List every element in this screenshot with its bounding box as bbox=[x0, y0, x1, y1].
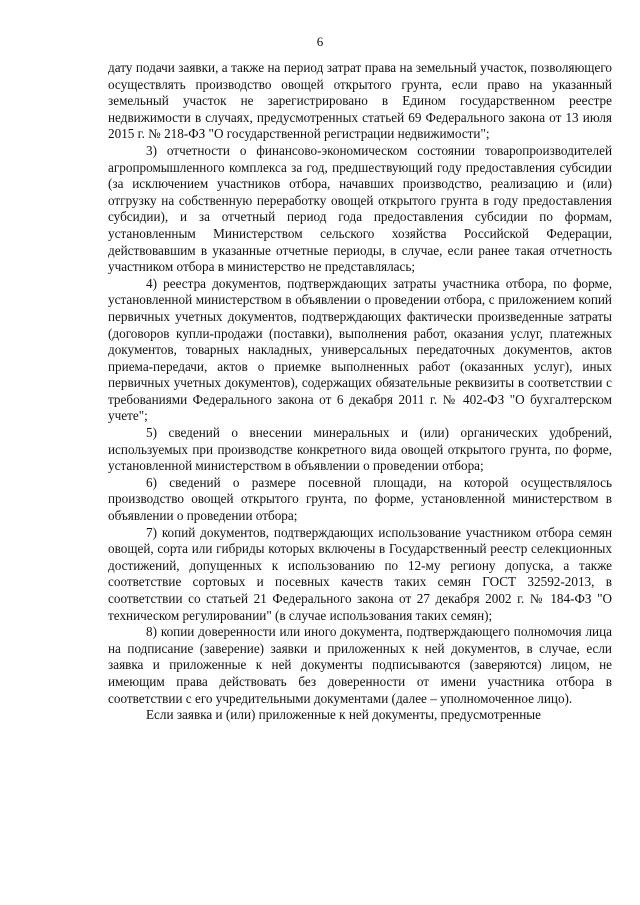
paragraph-item-7: 7) копий документов, подтверждающих использование участником отбора семян овощей, сорта или гибриды которых включены в Государственный реестр селекционных достижений, допущенных к использованию по 12-му региону допуска, а также соответствие сортовых и посевных качеств таких семян ГОСТ 32592-2013, в соответствии со статьей 21 Федерального закона от 27 декабря 2002 г. № 184-ФЗ "О техническом регулировании" (в случае использования таких семян); bbox=[108, 524, 612, 623]
paragraph-item-5: 5) сведений о внесении минеральных и (или) органических удобрений, используемых при производстве конкретного вида овощей открытого грунта, по форме, установленной министерством в объявлении о проведении отбора; bbox=[108, 425, 612, 474]
paragraph-final: Если заявка и (или) приложенные к ней документы, предусмотренные bbox=[146, 707, 541, 723]
paragraph-item-6: 6) сведений о размере посевной площади, на которой осуществлялось производство овощей открытого грунта, по форме, установленной министерством в объявлении о проведении отбора; bbox=[108, 474, 612, 524]
paragraph-continuation: дату подачи заявки, а также на период затрат права на земельный участок, позволяющего осуществлять производство овощей открытого грунта, если право на указанный земельный участок не зарегистрировано в Едином государственном реестре недвижимости в случаях, предусмотренных статьей 69 Федерального закона от 13 июля 2015 г. № 218-ФЗ "О государственной регистрации недвижимости"; bbox=[108, 60, 612, 142]
paragraph-item-4: 4) реестра документов, подтверждающих затраты участника отбора, по форме, установленной министерством в объявлении о проведении отбора, с приложением копий первичных учетных документов, подтверждающих фактически произведенные затраты (договоров купли-продажи (поставки), выполнения работ, оказания услуг, платежных документов, товарных накладных, универсальных передаточных документов, актов приема-передачи, актов о приемке выполненных работ (оказанных услуг), иных первичных учетных документов), содержащих обязательные реквизиты в соответствии с требованиями Федерального закона от 6 декабря 2011 г. № 402-ФЗ "О бухгалтерском учете"; bbox=[108, 275, 612, 424]
paragraph-item-3: 3) отчетности о финансово-экономическом состоянии товаропроизводителей агропромышленного комплекса за год, предшествующий году предоставления субсидии (за исключением участников отбора, начавших производство, реализацию и (или) отгрузку на собственную переработку овощей открытого грунта в году предоставления субсидии), и за отчетный период года предоставления субсидии по формам, установленным Министерством сельского хозяйства Российской Федерации, действовавшим в указанные отчетные периоды, в случае, если ранее такая отчетность участником отбора в министерство не представлялась; bbox=[108, 142, 612, 275]
document-body bbox=[108, 60, 612, 724]
page-number: 6 bbox=[316, 34, 324, 49]
paragraph-item-8: 8) копии доверенности или иного документа, подтверждающего полномочия лица на подписание (заверение) заявки и приложенных к ней документов, в случае, если заявка и приложенные к ней документы подписываются (заверяются) лицом, не имеющим права действовать без доверенности от имени участника отбора в соответствии с его учредительными документами (далее – уполномоченное лицо). bbox=[108, 624, 612, 706]
